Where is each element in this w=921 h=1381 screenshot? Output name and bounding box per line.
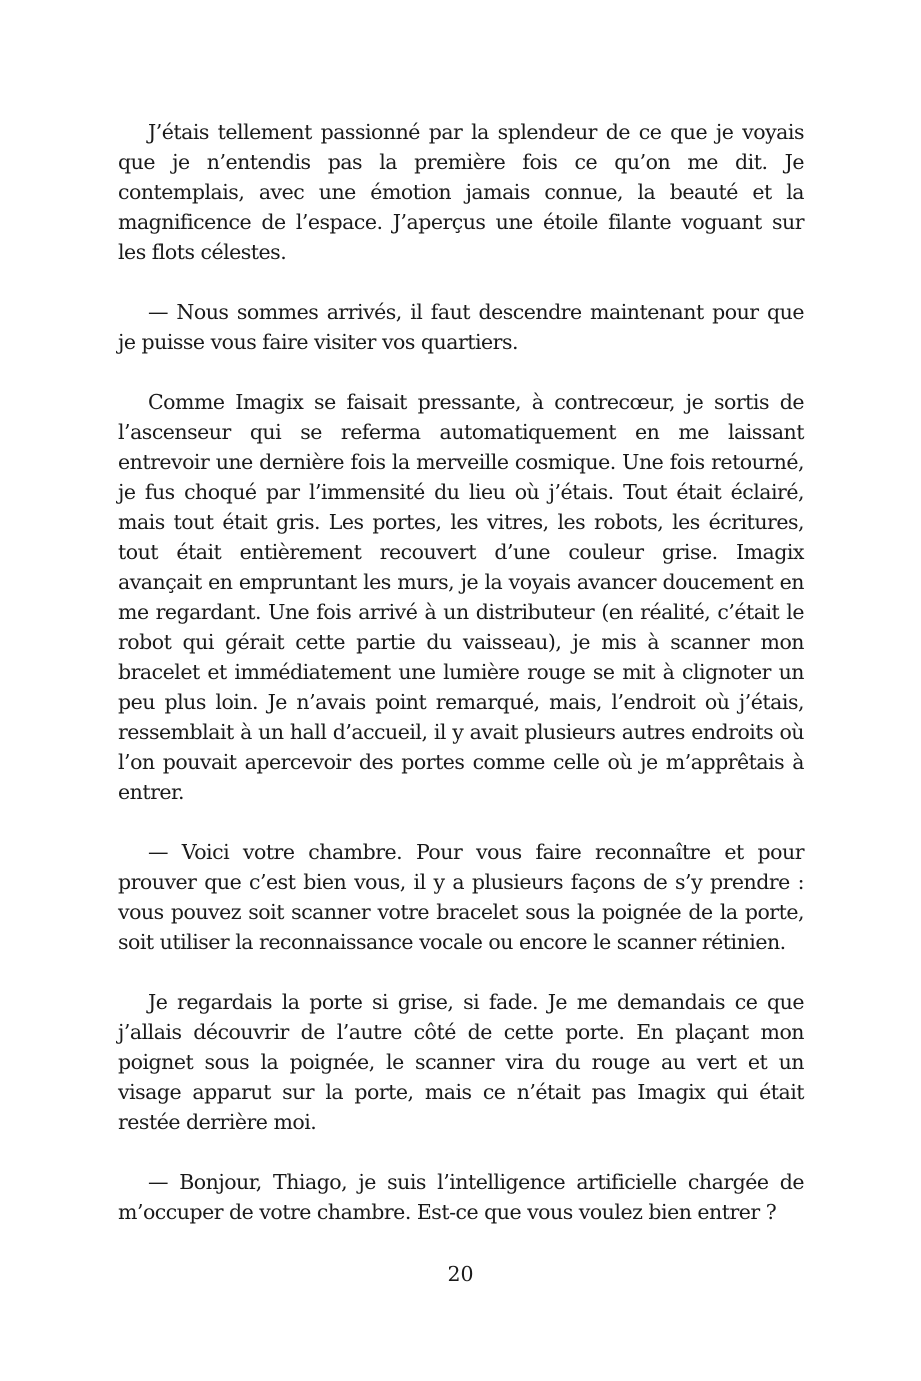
page-body-text <box>118 117 804 1257</box>
paragraph-3: Comme Imagix se faisait pressante, à contrecœur, je sortis de l’ascenseur qui se referma automatiquement en me laissant entrevoir une dernière fois la merveille cosmique. Une fois retourné, je fus choqué par l’immensité du lieu où j’étais. Tout était éclairé, mais tout était gris. Les portes, les vitres, les robots, les écritures, tout était entièrement recouvert d’une couleur grise. Imagix avançait en empruntant les murs, je la voyais avancer doucement en me regardant. Une fois arrivé à un distributeur (en réalité, c’était le robot qui gérait cette partie du vaisseau), je mis à scanner mon bracelet et immédiatement une lumière rouge se mit à clignoter un peu plus loin. Je n’avais point remarqué, mais, l’endroit où j’étais, ressemblait à un hall d’accueil, il y avait plusieurs autres endroits où l’on pouvait apercevoir des portes comme celle où je m’apprêtais à entrer. <box>118 390 804 804</box>
paragraph-4: — Voici votre chambre. Pour vous faire reconnaître et pour prouver que c’est bien vous, il y a plusieurs façons de s’y prendre : vous pouvez soit scanner votre bracelet sous la poignée de la porte, soit utiliser la reconnaissance vocale ou encore le scanner rétinien. <box>118 840 804 954</box>
paragraph-1: J’étais tellement passionné par la splendeur de ce que je voyais que je n’entendis pas la première fois ce qu’on me dit. Je contemplais, avec une émotion jamais connue, la beauté et la magnificence de l’espace. J’aperçus une étoile filante voguant sur les flots célestes. <box>118 120 804 264</box>
page-number: 20 <box>447 1262 474 1286</box>
paragraph-5: Je regardais la porte si grise, si fade. Je me demandais ce que j’allais découvrir de l’autre côté de cette porte. En plaçant mon poignet sous la poignée, le scanner vira du rouge au vert et un visage apparut sur la porte, mais ce n’était pas Imagix qui était restée derrière moi. <box>118 990 804 1134</box>
paragraph-6: — Bonjour, Thiago, je suis l’intelligence artificielle chargée de m’occuper de votre chambre. Est-ce que vous voulez bien entrer ? <box>118 1170 804 1224</box>
paragraph-2: — Nous sommes arrivés, il faut descendre maintenant pour que je puisse vous faire visiter vos quartiers. <box>118 300 804 354</box>
